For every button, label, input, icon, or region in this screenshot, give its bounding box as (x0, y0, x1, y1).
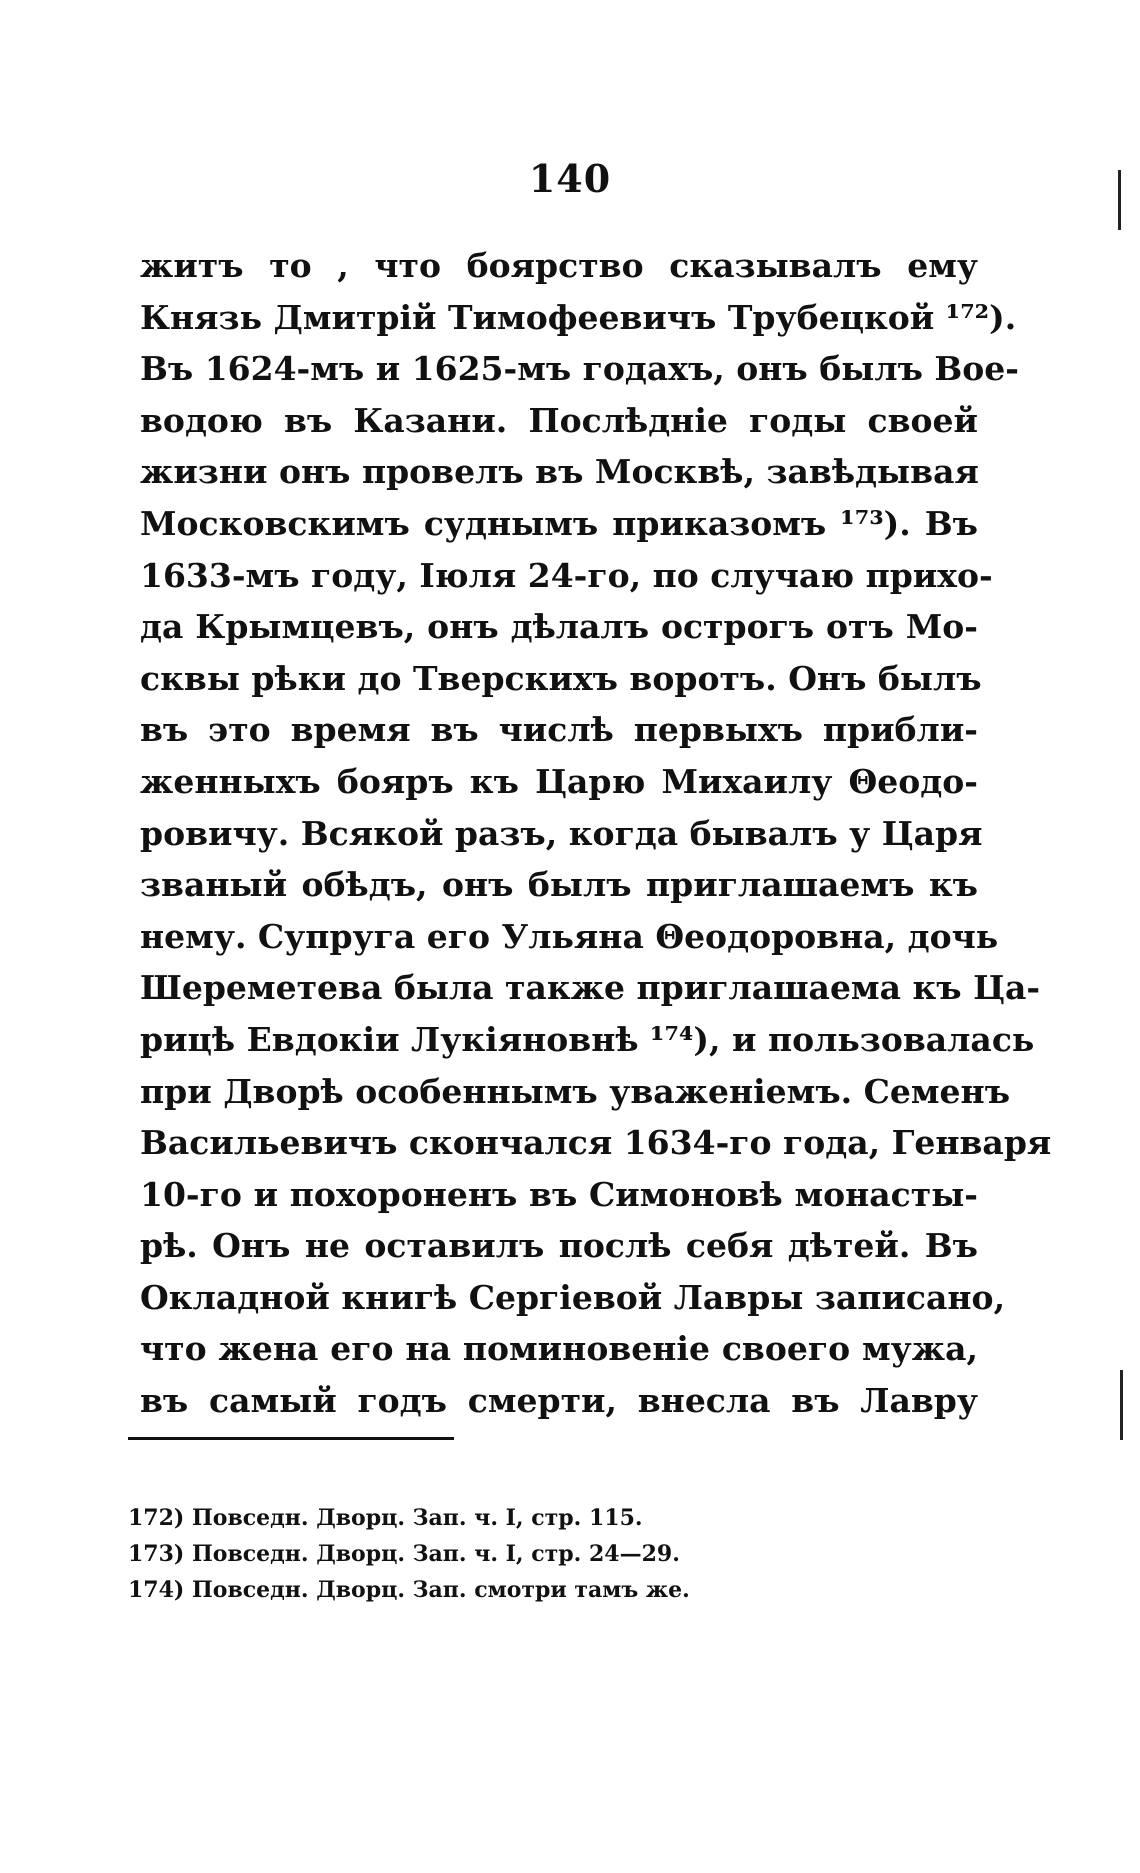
text-line: Шереметева была также приглашаема къ Ца- (140, 968, 1041, 1008)
scan-edge-mark (1118, 170, 1121, 230)
text-line: водою въ Казани. Послѣдніе годы своей (140, 400, 978, 440)
text-line: 1633-мъ году, Іюля 24-го, по случаю прихо- (140, 555, 993, 595)
footnote: 173) Повседн. Дворц. Зап. ч. I, стр. 24—29. (128, 1541, 680, 1567)
text-line: да Крымцевъ, онъ дѣлалъ острогъ отъ Мо- (140, 607, 978, 647)
text-line: сквы рѣки до Тверскихъ воротъ. Онъ былъ (140, 658, 982, 698)
text-line: нему. Супруга его Ульяна Θеодоровна, дочь (140, 916, 999, 956)
text-line: жизни онъ провелъ въ Москвѣ, завѣдывая (140, 452, 979, 492)
text-line: при Дворѣ особеннымъ уваженіемъ. Семенъ (140, 1071, 1011, 1111)
body-text (140, 240, 1052, 1427)
text-line: ровичу. Всякой разъ, когда бывалъ у Царя (140, 813, 983, 853)
text-line: званый обѣдъ, онъ былъ приглашаемъ къ (140, 865, 978, 905)
footnote: 172) Повседн. Дворц. Зап. ч. I, стр. 115. (128, 1505, 643, 1531)
text-line: Князь Дмитрій Тимофеевичъ Трубецкой ¹⁷²). (140, 297, 1017, 337)
text-line: Окладной книгѣ Сергіевой Лавры записано, (140, 1277, 1006, 1317)
text-line: 10-го и похороненъ въ Симоновѣ монасты- (140, 1174, 978, 1214)
text-line: Васильевичъ скончался 1634-го года, Генваря (140, 1123, 1052, 1163)
page-number: 140 (528, 156, 612, 201)
text-line: въ это время въ числѣ первыхъ прибли- (140, 710, 978, 750)
text-line: въ самый годъ смерти, внесла въ Лавру (140, 1381, 978, 1421)
text-line: что жена его на поминовеніе своего мужа, (140, 1329, 978, 1369)
text-line: женныхъ бояръ къ Царю Михаилу Θеодо- (140, 761, 978, 801)
text-line: житъ то , что боярство сказывалъ ему (140, 246, 978, 285)
footnote: 174) Повседн. Дворц. Зап. смотри тамъ же. (128, 1577, 690, 1603)
text-line: Московскимъ суднымъ приказомъ ¹⁷³). Въ (140, 503, 978, 543)
scan-edge-mark (1120, 1370, 1123, 1440)
footnote-divider (128, 1437, 454, 1440)
text-line: Въ 1624-мъ и 1625-мъ годахъ, онъ былъ Вое- (140, 349, 1019, 389)
text-line: рѣ. Онъ не оставилъ послѣ себя дѣтей. Въ (140, 1226, 978, 1266)
footnotes (128, 1500, 828, 1608)
text-line: рицѣ Евдокіи Лукіяновнѣ ¹⁷⁴), и пользовалась (140, 1019, 1035, 1059)
